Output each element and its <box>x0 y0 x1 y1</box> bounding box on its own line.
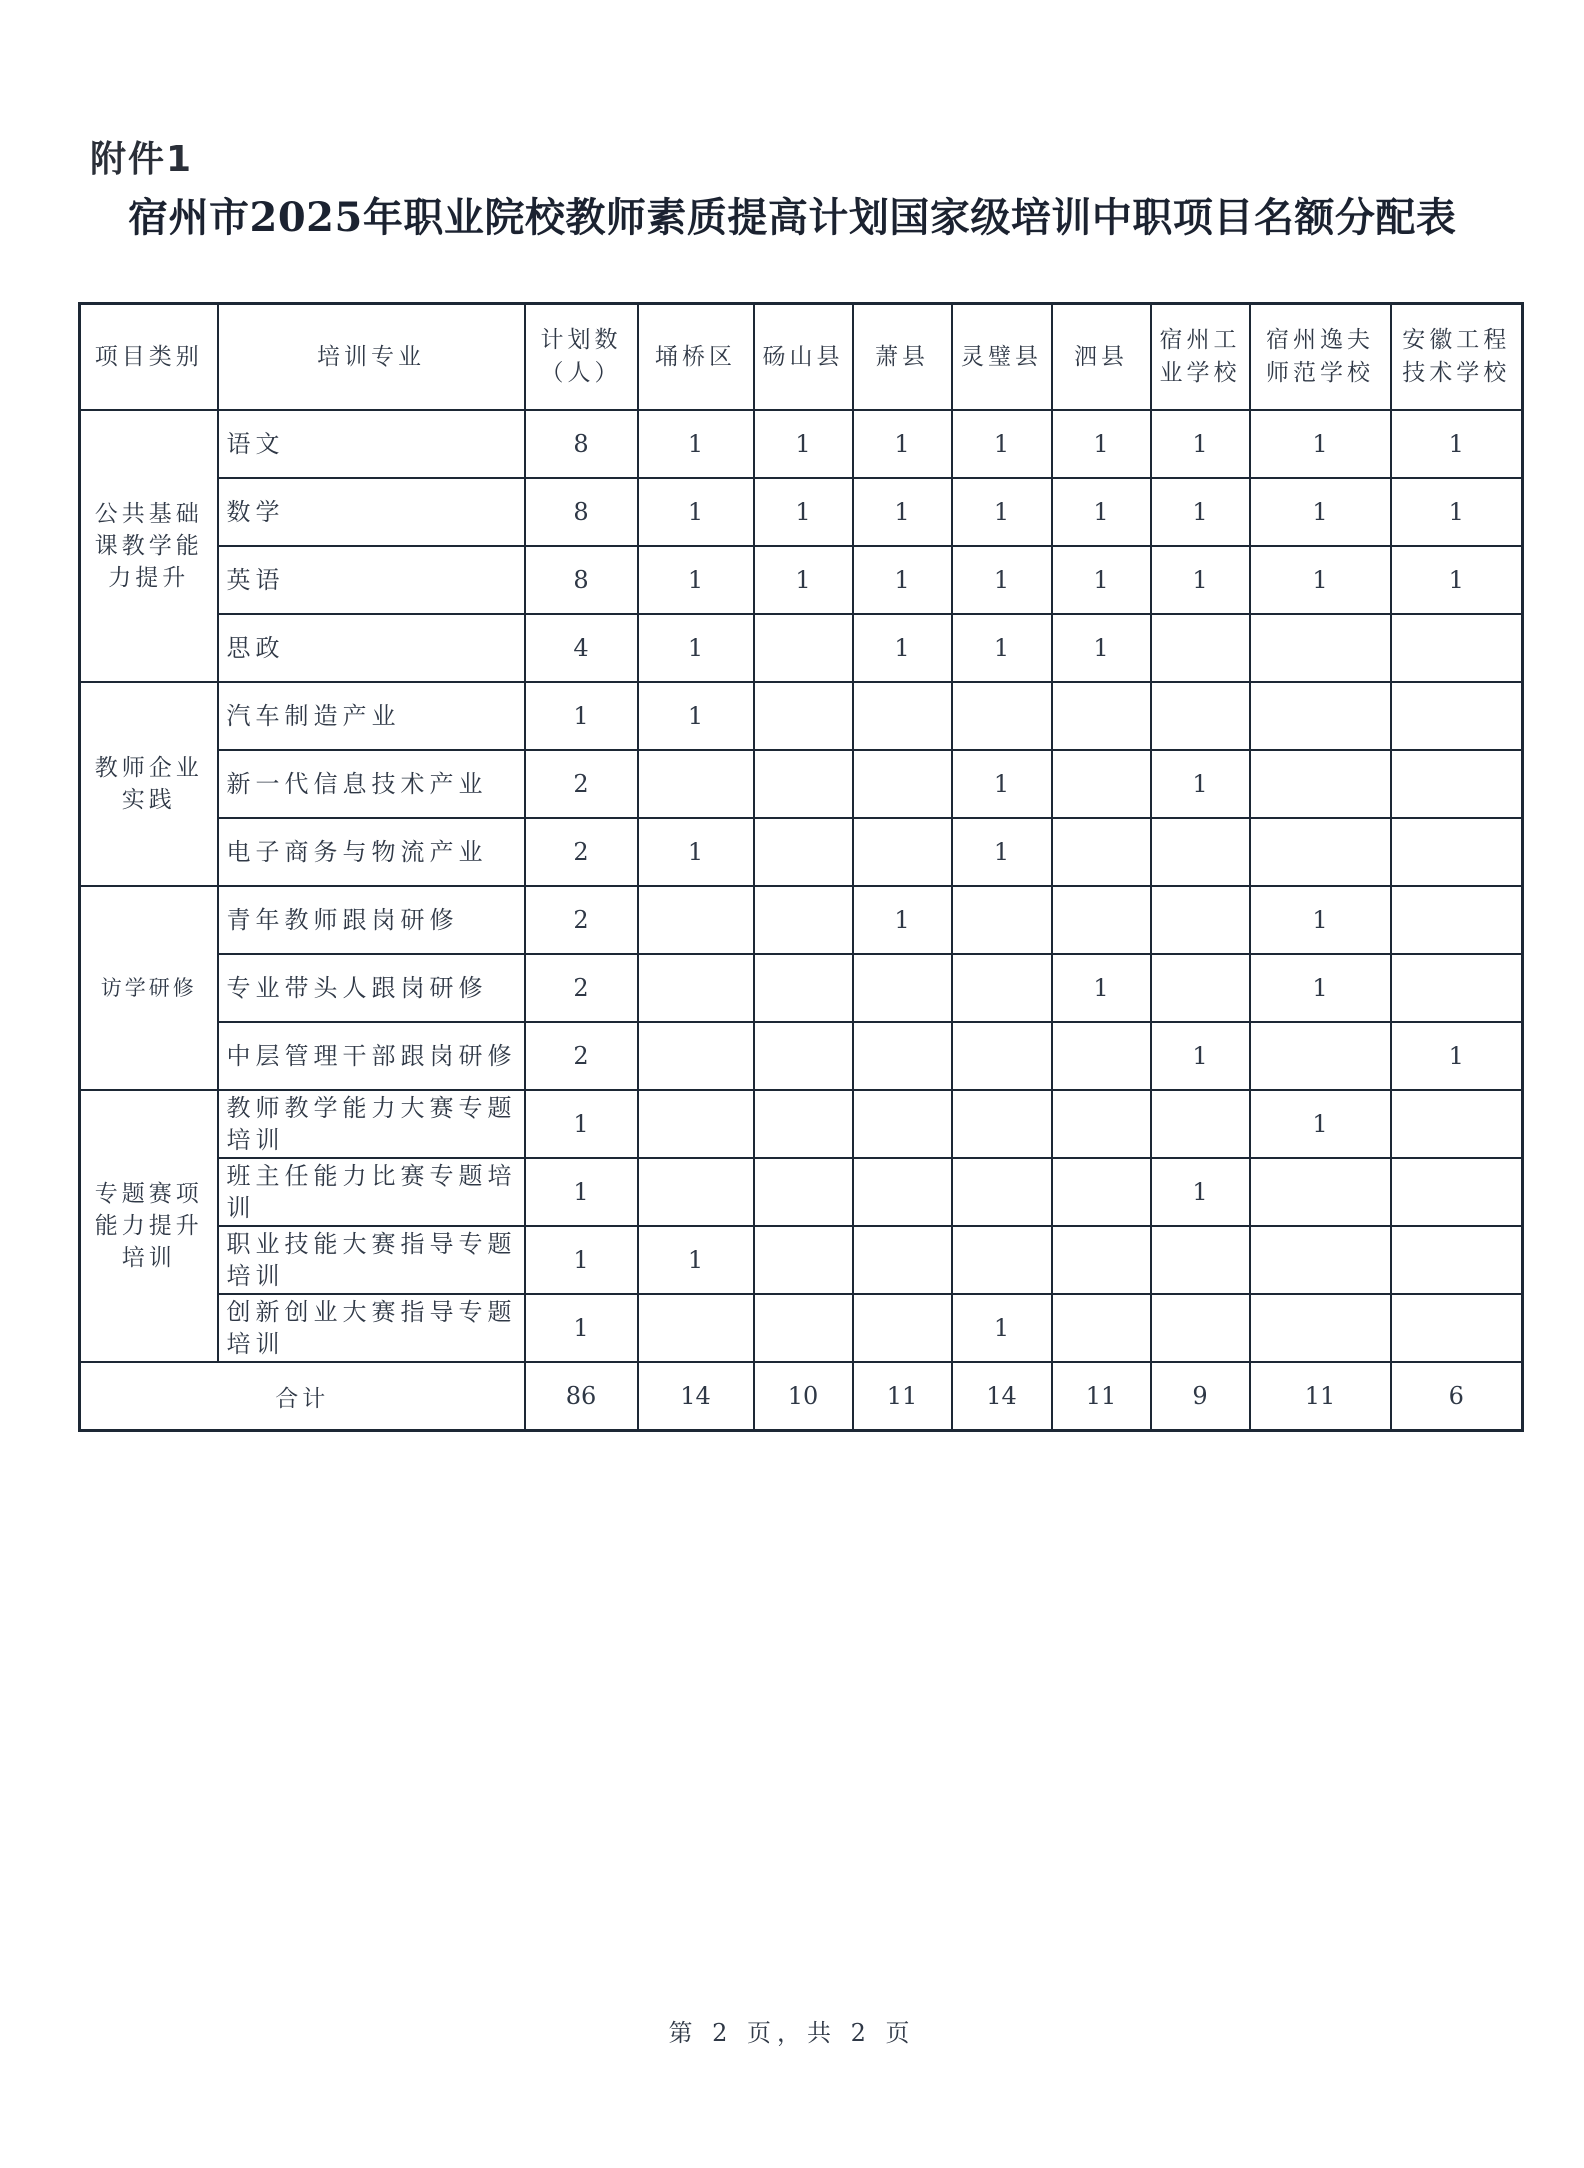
header-anhui-line1: 安徽工程 <box>1402 327 1511 353</box>
specialty-cell: 职业技能大赛指导专题培训 <box>218 1226 525 1294</box>
cell-anhui: 1 <box>1391 546 1523 614</box>
cell-yifu <box>1250 818 1391 886</box>
header-yifu-line2: 师范学校 <box>1266 360 1374 386</box>
cell-xiaoxian: 1 <box>853 478 952 546</box>
cell-anhui <box>1391 682 1523 750</box>
document-title: 宿州市2025年职业院校教师素质提高计划国家级培训中职项目名额分配表 <box>128 194 1457 241</box>
cell-sixian: 1 <box>1052 410 1151 478</box>
cell-dangshan <box>754 1022 853 1090</box>
annex-label: 附件1 <box>90 139 194 180</box>
cell-dangshan <box>754 682 853 750</box>
specialty-cell: 思政 <box>218 614 525 682</box>
total-xiaoxian: 11 <box>853 1362 952 1431</box>
cell-lingbi <box>952 886 1052 954</box>
cell-yongqiao <box>638 954 754 1022</box>
header-yifu <box>1250 304 1391 411</box>
cell-xiaoxian: 1 <box>853 614 952 682</box>
category-cell <box>80 1090 218 1362</box>
cell-suzhou-industrial <box>1151 614 1250 682</box>
cell-xiaoxian <box>853 750 952 818</box>
cell-lingbi: 1 <box>952 546 1052 614</box>
category-label: 公共基础 <box>94 501 203 527</box>
cell-yifu <box>1250 1294 1391 1362</box>
specialty-cell: 电子商务与物流产业 <box>218 818 525 886</box>
cell-suzhou-industrial: 1 <box>1151 1158 1250 1226</box>
cell-yongqiao <box>638 1022 754 1090</box>
cell-xiaoxian <box>853 1022 952 1090</box>
cell-suzhou-industrial: 1 <box>1151 546 1250 614</box>
table-row <box>80 682 1523 750</box>
cell-sixian: 1 <box>1052 614 1151 682</box>
total-lingbi: 14 <box>952 1362 1052 1431</box>
specialty-cell: 语文 <box>218 410 525 478</box>
cell-lingbi: 1 <box>952 410 1052 478</box>
header-specialty: 培训专业 <box>218 304 525 411</box>
cell-plan: 8 <box>525 546 638 614</box>
header-sixian: 泗县 <box>1052 304 1151 411</box>
cell-sixian <box>1052 1022 1151 1090</box>
category-label: 教师企业 <box>94 755 203 781</box>
header-xiaoxian: 萧县 <box>853 304 952 411</box>
cell-plan: 2 <box>525 750 638 818</box>
table-row <box>80 478 1523 546</box>
cell-xiaoxian <box>853 1090 952 1158</box>
cell-lingbi <box>952 1090 1052 1158</box>
cell-suzhou-industrial <box>1151 818 1250 886</box>
table-row <box>80 954 1523 1022</box>
table-row <box>80 546 1523 614</box>
cell-lingbi: 1 <box>952 478 1052 546</box>
cell-lingbi <box>952 1022 1052 1090</box>
cell-suzhou-industrial <box>1151 886 1250 954</box>
cell-yifu: 1 <box>1250 546 1391 614</box>
total-yifu: 11 <box>1250 1362 1391 1431</box>
cell-yifu: 1 <box>1250 478 1391 546</box>
cell-yifu: 1 <box>1250 954 1391 1022</box>
specialty-cell: 创新创业大赛指导专题培训 <box>218 1294 525 1362</box>
cell-lingbi: 1 <box>952 614 1052 682</box>
cell-yifu: 1 <box>1250 886 1391 954</box>
header-suzhou-industrial-line2: 业学校 <box>1159 360 1241 386</box>
specialty-cell: 班主任能力比赛专题培训 <box>218 1158 525 1226</box>
cell-anhui: 1 <box>1391 410 1523 478</box>
table-row <box>80 410 1523 478</box>
cell-dangshan <box>754 886 853 954</box>
cell-dangshan <box>754 818 853 886</box>
cell-lingbi: 1 <box>952 818 1052 886</box>
specialty-cell: 数学 <box>218 478 525 546</box>
cell-suzhou-industrial: 1 <box>1151 1022 1250 1090</box>
cell-suzhou-industrial <box>1151 1294 1250 1362</box>
cell-lingbi <box>952 1158 1052 1226</box>
category-label: 能力提升 <box>94 1213 203 1239</box>
cell-yongqiao: 1 <box>638 682 754 750</box>
table-row <box>80 750 1523 818</box>
cell-lingbi: 1 <box>952 1294 1052 1362</box>
header-anhui <box>1391 304 1523 411</box>
category-label: 培训 <box>121 1245 176 1271</box>
cell-xiaoxian <box>853 1158 952 1226</box>
quota-allocation-table <box>78 302 1524 1432</box>
cell-yifu <box>1250 614 1391 682</box>
category-label: 力提升 <box>108 565 190 591</box>
cell-xiaoxian: 1 <box>853 886 952 954</box>
cell-suzhou-industrial <box>1151 682 1250 750</box>
table-row <box>80 1022 1523 1090</box>
cell-anhui <box>1391 1090 1523 1158</box>
cell-dangshan: 1 <box>754 410 853 478</box>
cell-plan: 8 <box>525 478 638 546</box>
specialty-cell: 英语 <box>218 546 525 614</box>
total-row <box>80 1362 1523 1431</box>
cell-dangshan <box>754 1090 853 1158</box>
table-row <box>80 886 1523 954</box>
header-plan <box>525 304 638 411</box>
cell-anhui <box>1391 1226 1523 1294</box>
category-cell <box>80 410 218 682</box>
cell-yongqiao: 1 <box>638 478 754 546</box>
cell-dangshan <box>754 1294 853 1362</box>
cell-sixian <box>1052 818 1151 886</box>
total-suzhou-industrial: 9 <box>1151 1362 1250 1431</box>
cell-sixian <box>1052 750 1151 818</box>
header-plan-line1: 计划数 <box>540 327 622 353</box>
specialty-cell: 专业带头人跟岗研修 <box>218 954 525 1022</box>
cell-suzhou-industrial <box>1151 1226 1250 1294</box>
table-row <box>80 818 1523 886</box>
cell-yifu: 1 <box>1250 1090 1391 1158</box>
cell-anhui <box>1391 750 1523 818</box>
cell-anhui <box>1391 1158 1523 1226</box>
cell-yifu <box>1250 682 1391 750</box>
cell-yifu <box>1250 1022 1391 1090</box>
cell-yongqiao: 1 <box>638 1226 754 1294</box>
cell-xiaoxian: 1 <box>853 546 952 614</box>
cell-suzhou-industrial: 1 <box>1151 478 1250 546</box>
cell-yifu <box>1250 1158 1391 1226</box>
cell-yifu <box>1250 1226 1391 1294</box>
cell-anhui <box>1391 886 1523 954</box>
category-label: 访学研修 <box>100 976 197 1000</box>
category-label: 实践 <box>121 787 176 813</box>
table-row <box>80 1158 1523 1226</box>
table-row <box>80 1294 1523 1362</box>
cell-yongqiao: 1 <box>638 614 754 682</box>
cell-xiaoxian <box>853 1294 952 1362</box>
cell-suzhou-industrial <box>1151 954 1250 1022</box>
header-row <box>80 304 1523 411</box>
header-anhui-line2: 技术学校 <box>1402 360 1511 386</box>
cell-sixian: 1 <box>1052 954 1151 1022</box>
cell-yifu: 1 <box>1250 410 1391 478</box>
specialty-cell: 青年教师跟岗研修 <box>218 886 525 954</box>
cell-suzhou-industrial: 1 <box>1151 410 1250 478</box>
cell-sixian <box>1052 886 1151 954</box>
total-plan: 86 <box>525 1362 638 1431</box>
total-anhui: 6 <box>1391 1362 1523 1431</box>
header-yifu-line1: 宿州逸夫 <box>1266 327 1374 353</box>
cell-plan: 2 <box>525 818 638 886</box>
header-category: 项目类别 <box>80 304 218 411</box>
cell-yongqiao <box>638 1158 754 1226</box>
cell-suzhou-industrial: 1 <box>1151 750 1250 818</box>
header-yongqiao: 埇桥区 <box>638 304 754 411</box>
cell-yifu <box>1250 750 1391 818</box>
cell-yongqiao <box>638 1294 754 1362</box>
category-label: 专题赛项 <box>94 1181 203 1207</box>
specialty-cell: 汽车制造产业 <box>218 682 525 750</box>
cell-yongqiao: 1 <box>638 410 754 478</box>
table-row <box>80 1226 1523 1294</box>
cell-sixian <box>1052 1158 1151 1226</box>
cell-dangshan <box>754 614 853 682</box>
header-lingbi: 灵璧县 <box>952 304 1052 411</box>
cell-anhui <box>1391 818 1523 886</box>
cell-dangshan: 1 <box>754 478 853 546</box>
total-sixian: 11 <box>1052 1362 1151 1431</box>
cell-anhui <box>1391 954 1523 1022</box>
cell-sixian: 1 <box>1052 546 1151 614</box>
cell-dangshan <box>754 954 853 1022</box>
cell-sixian <box>1052 682 1151 750</box>
cell-dangshan <box>754 750 853 818</box>
category-cell <box>80 886 218 1090</box>
cell-anhui <box>1391 614 1523 682</box>
cell-yongqiao: 1 <box>638 546 754 614</box>
cell-lingbi <box>952 1226 1052 1294</box>
category-label: 课教学能 <box>94 533 203 559</box>
total-label: 合计 <box>80 1362 525 1431</box>
cell-xiaoxian <box>853 954 952 1022</box>
total-yongqiao: 14 <box>638 1362 754 1431</box>
table-row <box>80 1090 1523 1158</box>
specialty-cell: 新一代信息技术产业 <box>218 750 525 818</box>
cell-xiaoxian <box>853 682 952 750</box>
total-dangshan: 10 <box>754 1362 853 1431</box>
cell-plan: 2 <box>525 886 638 954</box>
cell-anhui <box>1391 1294 1523 1362</box>
cell-anhui: 1 <box>1391 478 1523 546</box>
page-footer: 第 2 页，共 2 页 <box>668 2019 916 2047</box>
cell-plan: 1 <box>525 1158 638 1226</box>
cell-plan: 1 <box>525 1226 638 1294</box>
header-dangshan: 砀山县 <box>754 304 853 411</box>
cell-sixian <box>1052 1294 1151 1362</box>
cell-sixian: 1 <box>1052 478 1151 546</box>
cell-yongqiao <box>638 886 754 954</box>
header-plan-line2: （人） <box>540 360 622 386</box>
specialty-cell: 中层管理干部跟岗研修 <box>218 1022 525 1090</box>
cell-xiaoxian <box>853 1226 952 1294</box>
cell-plan: 4 <box>525 614 638 682</box>
cell-yongqiao <box>638 1090 754 1158</box>
header-suzhou-industrial <box>1151 304 1250 411</box>
cell-plan: 1 <box>525 1090 638 1158</box>
table-row <box>80 614 1523 682</box>
cell-dangshan: 1 <box>754 546 853 614</box>
cell-lingbi: 1 <box>952 750 1052 818</box>
cell-sixian <box>1052 1226 1151 1294</box>
cell-plan: 2 <box>525 954 638 1022</box>
cell-dangshan <box>754 1158 853 1226</box>
cell-lingbi <box>952 954 1052 1022</box>
category-cell <box>80 682 218 886</box>
cell-lingbi <box>952 682 1052 750</box>
cell-plan: 8 <box>525 410 638 478</box>
cell-yongqiao: 1 <box>638 818 754 886</box>
cell-plan: 1 <box>525 1294 638 1362</box>
cell-sixian <box>1052 1090 1151 1158</box>
cell-xiaoxian: 1 <box>853 410 952 478</box>
cell-dangshan <box>754 1226 853 1294</box>
specialty-cell: 教师教学能力大赛专题培训 <box>218 1090 525 1158</box>
cell-anhui: 1 <box>1391 1022 1523 1090</box>
cell-plan: 1 <box>525 682 638 750</box>
header-suzhou-industrial-line1: 宿州工 <box>1159 327 1241 353</box>
cell-xiaoxian <box>853 818 952 886</box>
cell-plan: 2 <box>525 1022 638 1090</box>
cell-yongqiao <box>638 750 754 818</box>
cell-suzhou-industrial <box>1151 1090 1250 1158</box>
